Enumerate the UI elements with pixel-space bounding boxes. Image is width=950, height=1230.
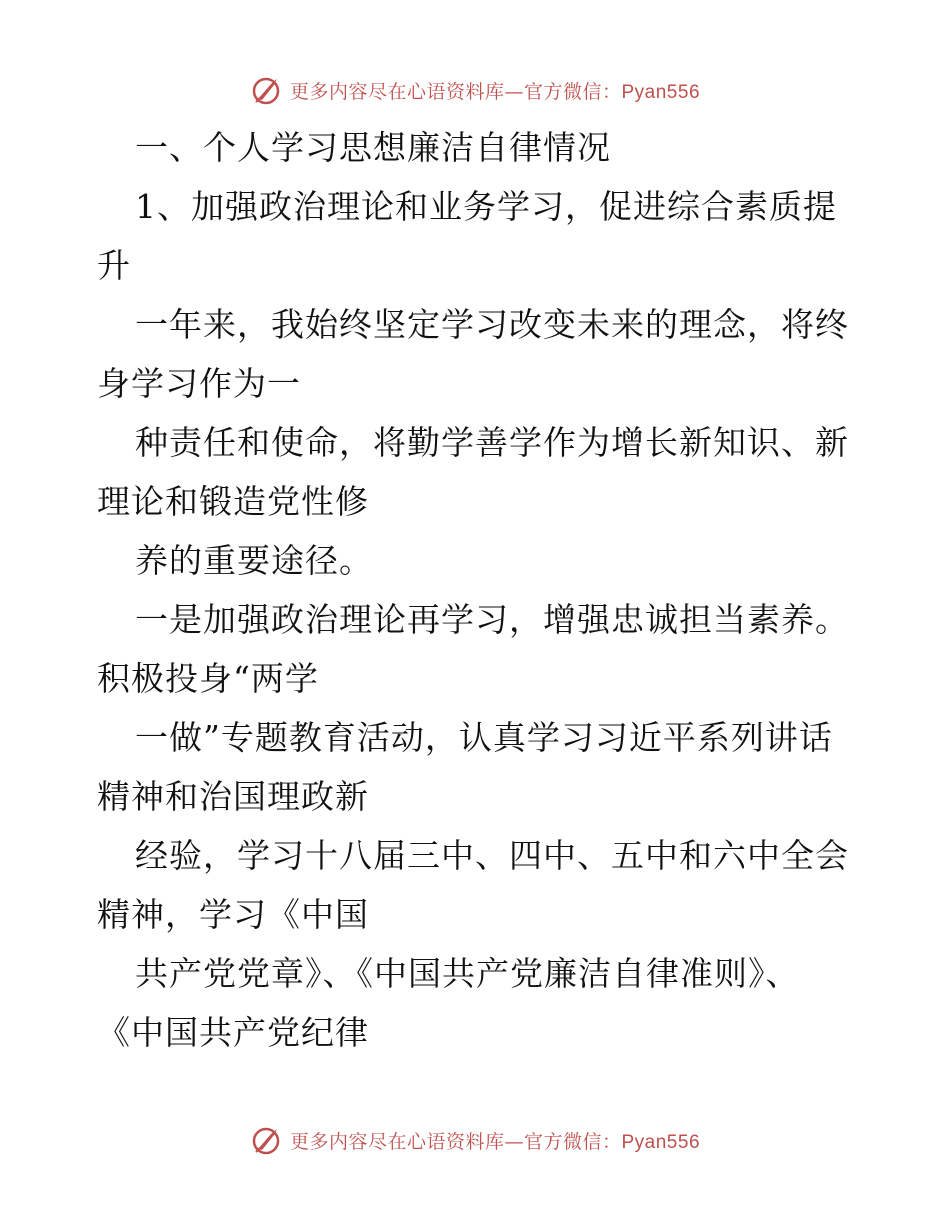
watermark-main-text: 更多内容尽在心语资料库 (289, 1130, 505, 1153)
watermark-contact-label: 官方微信： (523, 1130, 622, 1153)
watermark-text (290, 1127, 700, 1154)
text-line: 共产党党章》、《中国共产党廉洁自律准则》、 (135, 954, 800, 993)
subsection-heading: 1、加强政治理论和业务学习，促进综合素质提 (135, 187, 837, 226)
watermark-dash: — (504, 1130, 524, 1153)
quill-pen-seal-icon (250, 73, 284, 107)
text-line: 理论和锻造党性修 (97, 482, 369, 521)
text-line: 积极投身“两学 (97, 659, 319, 698)
watermark-contact-id: Pyan556 (621, 81, 701, 103)
watermark-contact-label: 官方微信： (523, 80, 622, 103)
footer-watermark (0, 1120, 950, 1160)
text-line: 一年来，我始终坚定学习改变未来的理念，将终 (135, 305, 849, 344)
text-line: 一是加强政治理论再学习，增强忠诚担当素养。 (135, 600, 849, 639)
text-line: 经验，学习十八届三中、四中、五中和六中全会 (135, 836, 849, 875)
text-line: 精神和治国理政新 (97, 777, 369, 816)
section-heading: 一、个人学习思想廉洁自律情况 (135, 128, 611, 167)
text-line: 升 (97, 246, 131, 285)
text-line: 身学习作为一 (97, 364, 301, 403)
text-line: 种责任和使命，将勤学善学作为增长新知识、新 (135, 423, 849, 462)
watermark-contact-id: Pyan556 (621, 1131, 701, 1153)
watermark-dash: — (504, 80, 524, 103)
watermark-text (290, 77, 700, 104)
text-line: 养的重要途径。 (135, 541, 373, 580)
header-watermark (0, 70, 950, 110)
watermark-main-text: 更多内容尽在心语资料库 (289, 80, 505, 103)
text-line: 一做”专题教育活动，认真学习习近平系列讲话 (135, 718, 833, 757)
text-line: 《中国共产党纪律 (97, 1013, 369, 1052)
text-line: 精神，学习《中国 (97, 895, 369, 934)
document-body (97, 118, 857, 1062)
quill-pen-seal-icon (250, 1123, 284, 1157)
